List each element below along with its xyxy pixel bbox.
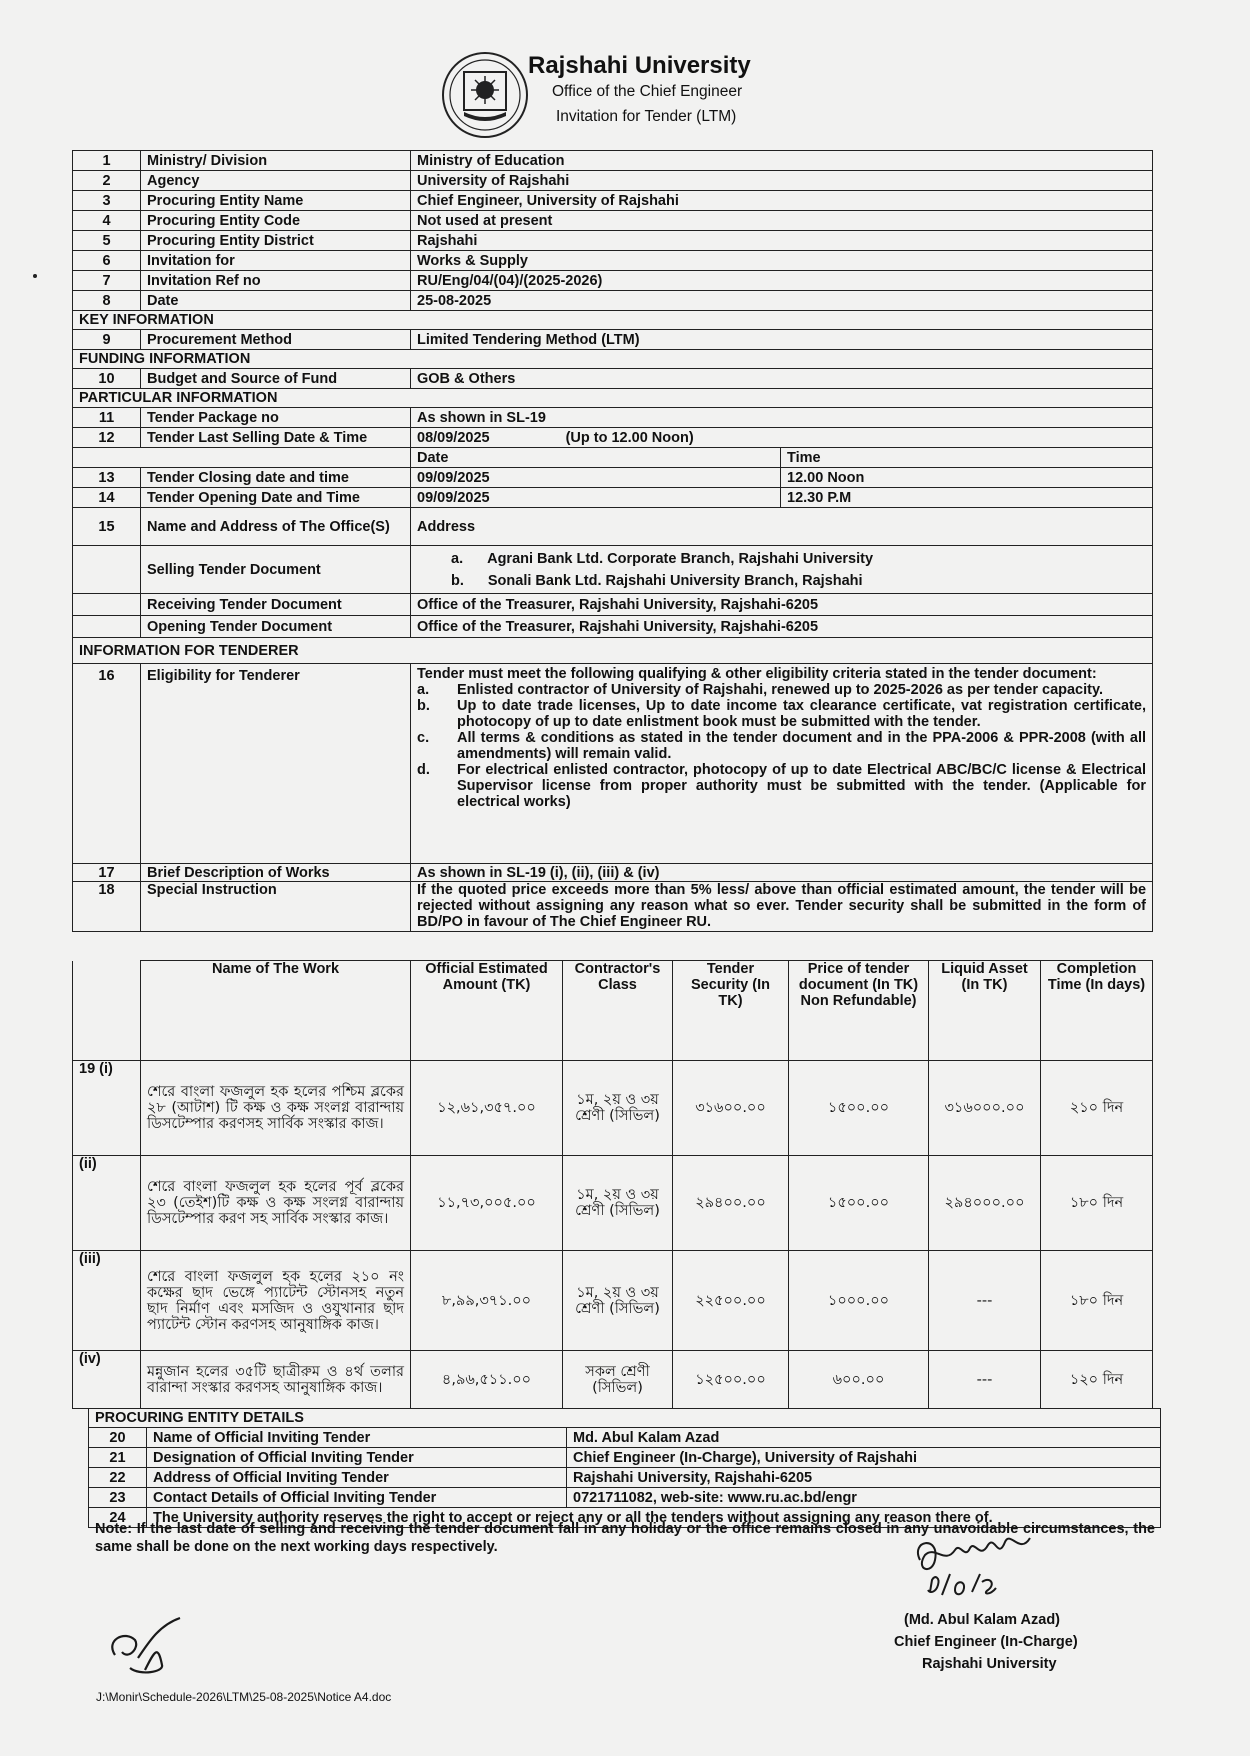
work-security: ১২৫০০.০০: [673, 1351, 789, 1409]
table-row: [73, 664, 1153, 864]
table-row: [73, 1061, 1153, 1156]
work-amount: ১২,৬১,৩৫৭.০০: [411, 1061, 563, 1156]
row-value: Rajshahi: [411, 231, 1153, 251]
row-label: Selling Tender Document: [141, 546, 411, 594]
row-value: As shown in SL-19: [411, 408, 1153, 428]
row-number: 12: [73, 428, 141, 448]
work-class: ১ম, ২য় ও ৩য় শ্রেণী (সিভিল): [563, 1061, 673, 1156]
table-row: [89, 1468, 1161, 1488]
row-label: Special Instruction: [141, 882, 411, 932]
table-row: [73, 271, 1153, 291]
work-sl: (iv): [73, 1351, 141, 1409]
row-label: Tender Closing date and time: [141, 468, 411, 488]
document-file-path: J:\Monir\Schedule-2026\LTM\25-08-2025\Notice A4.doc: [96, 1690, 392, 1704]
work-liquid: ৩১৬০০০.০০: [929, 1061, 1041, 1156]
work-amount: ৪,৯৬,৫১১.০০: [411, 1351, 563, 1409]
row-label: Invitation Ref no: [141, 271, 411, 291]
row-label: Invitation for: [141, 251, 411, 271]
row-number: 22: [89, 1468, 147, 1488]
row-label: Brief Description of Works: [141, 864, 411, 882]
closing-date: 09/09/2025: [411, 468, 781, 488]
row-number: 15: [73, 508, 141, 546]
list-item: c. All terms & conditions as stated in the tender document and in the PPA-2006 & PPR-2008 (with all amendments) will remain valid.: [417, 730, 1147, 762]
work-security: ৩১৬০০.০০: [673, 1061, 789, 1156]
row-value: Chief Engineer, University of Rajshahi: [411, 191, 1153, 211]
table-row: [73, 408, 1153, 428]
work-class: ১ম, ২য় ও ৩য় শ্রেণী (সিভিল): [563, 1156, 673, 1251]
table-row: [73, 616, 1153, 638]
work-completion: ১২০ দিন: [1041, 1351, 1153, 1409]
work-sl: 19 (i): [73, 1061, 141, 1156]
selling-locations: [411, 546, 1153, 594]
row-value: Not used at present: [411, 211, 1153, 231]
signatory-designation: Chief Engineer (In-Charge): [894, 1634, 1078, 1650]
table-row: [73, 1351, 1153, 1409]
table-row: [73, 191, 1153, 211]
row-value: If the quoted price exceeds more than 5% less/ above than official estimated amount, the tender will be rejected without assigning any reason what so ever. Tender security shall be submitted in the form of BD/PO in favour of The Chief Engineer RU.: [411, 882, 1153, 932]
row-number: 17: [73, 864, 141, 882]
letterhead: [440, 50, 840, 140]
row-number: 18: [73, 882, 141, 932]
row-number: 6: [73, 251, 141, 271]
row-label: Ministry/ Division: [141, 151, 411, 171]
row-number: 7: [73, 271, 141, 291]
section-heading-key: KEY INFORMATION: [73, 311, 1153, 330]
list-marker: a.: [451, 550, 464, 567]
row-value: Office of the Treasurer, Rajshahi University, Rajshahi-6205: [411, 594, 1153, 616]
works-header-row: [73, 961, 1153, 1061]
holiday-note: Note: If the last date of selling and receiving the tender document fall in any holiday or the office remains closed in any unavoidable circumstances, the same shall be done on the next working days respectively.: [95, 1521, 1155, 1555]
row-value: As shown in SL-19 (i), (ii), (iii) & (iv): [411, 864, 1153, 882]
row-number: 24: [89, 1508, 147, 1528]
work-name: মন্নুজান হলের ৩৫টি ছাত্রীরুম ও ৪র্থ তলার বারান্দা সংস্কার করণসহ আনুষাঙ্গিক কাজ।: [141, 1351, 411, 1409]
work-name: শেরে বাংলা ফজলুল হক হলের পূর্ব ব্লকের ২৩ (তেইশ)টি কক্ষ ও কক্ষ সংলগ্ন বারান্দায় ডিসটেম্পার করণ সহ সার্বিক সংস্কার কাজ।: [141, 1156, 411, 1251]
row-label: Procuring Entity Code: [141, 211, 411, 231]
signature-block: [880, 1530, 1120, 1720]
row-number: 20: [89, 1428, 147, 1448]
row-label: Receiving Tender Document: [141, 594, 411, 616]
section-heading-funding: FUNDING INFORMATION: [73, 350, 1153, 369]
column-header: Completion Time (In days): [1041, 961, 1153, 1061]
selling-date: 08/09/2025: [417, 429, 490, 446]
university-title: Rajshahi University: [528, 52, 751, 79]
work-price: ১৫০০.০০: [789, 1156, 929, 1251]
row-value: RU/Eng/04/(04)/(2025-2026): [411, 271, 1153, 291]
date-column-header: Date: [411, 448, 781, 468]
tender-info-table: [72, 150, 1153, 932]
stray-mark: [33, 274, 37, 278]
work-completion: ১৮০ দিন: [1041, 1251, 1153, 1351]
handwritten-initial: [100, 1610, 190, 1680]
table-row: [73, 291, 1153, 311]
table-row: [89, 1448, 1161, 1468]
table-row: [73, 546, 1153, 594]
table-row: [73, 1251, 1153, 1351]
section-heading-tenderer: INFORMATION FOR TENDERER: [73, 638, 1153, 664]
table-row: [73, 369, 1153, 389]
table-row: [73, 171, 1153, 191]
row-number: 23: [89, 1488, 147, 1508]
work-name: শেরে বাংলা ফজলুল হক হলের ২১০ নং কক্ষের ছাদ ভেঙ্গে প্যাটেন্ট স্টোনসহ নতুন ছাদ নির্মাণ এবং মসজিদ ও ওযুখানার ছাদ প্যাটেন্ট স্টোন করণসহ আনুষাঙ্গিক কাজ।: [141, 1251, 411, 1351]
column-header: Price of tender document (In TK) Non Refundable): [789, 961, 929, 1061]
work-liquid: ---: [929, 1251, 1041, 1351]
row-number: 2: [73, 171, 141, 191]
row-label: Agency: [141, 171, 411, 191]
column-header: Official Estimated Amount (TK): [411, 961, 563, 1061]
row-value: Chief Engineer (In-Charge), University of Rajshahi: [567, 1448, 1161, 1468]
row-value: The University authority reserves the right to accept or reject any or all the tenders without assigning any reason there of.: [147, 1508, 1161, 1528]
row-label: Date: [141, 291, 411, 311]
work-class: সকল শ্রেণী (সিভিল): [563, 1351, 673, 1409]
row-value: University of Rajshahi: [411, 171, 1153, 191]
table-row: [73, 488, 1153, 508]
time-column-header: Time: [781, 448, 1153, 468]
table-row: [73, 594, 1153, 616]
row-value: [411, 428, 1153, 448]
work-price: ১০০০.০০: [789, 1251, 929, 1351]
row-number: 1: [73, 151, 141, 171]
table-row: [73, 864, 1153, 882]
work-completion: ২১০ দিন: [1041, 1061, 1153, 1156]
row-number: 16: [73, 664, 141, 864]
row-number: 21: [89, 1448, 147, 1468]
invitation-title: Invitation for Tender (LTM): [556, 108, 737, 125]
list-item: d. For electrical enlisted contractor, photocopy of up to date Electrical ABC/BC/C license & Electrical Supervisor license from proper authority must be submitted with the tender. (Applicable for electrical works): [417, 762, 1147, 810]
university-seal-icon: [440, 50, 530, 140]
table-row: [73, 231, 1153, 251]
procuring-entity-table: [88, 1408, 1161, 1528]
row-value: Rajshahi University, Rajshahi-6205: [567, 1468, 1161, 1488]
row-number: 14: [73, 488, 141, 508]
row-label: Eligibility for Tenderer: [141, 664, 411, 864]
opening-time: 12.30 P.M: [781, 488, 1153, 508]
row-label: Address of Official Inviting Tender: [147, 1468, 567, 1488]
table-row: [73, 211, 1153, 231]
table-row: [89, 1488, 1161, 1508]
row-value: Works & Supply: [411, 251, 1153, 271]
row-label: Procuring Entity District: [141, 231, 411, 251]
section-heading-procuring: PROCURING ENTITY DETAILS: [89, 1409, 1161, 1428]
row-label: Name and Address of The Office(S): [141, 508, 411, 546]
eligibility-intro: Tender must meet the following qualifying & other eligibility criteria stated in the tender document:: [417, 666, 1097, 682]
table-row: [73, 508, 1153, 546]
row-label: Tender Opening Date and Time: [141, 488, 411, 508]
work-sl: (iii): [73, 1251, 141, 1351]
row-label: Designation of Official Inviting Tender: [147, 1448, 567, 1468]
work-sl: (ii): [73, 1156, 141, 1251]
work-class: ১ম, ২য় ও ৩য় শ্রেণী (সিভিল): [563, 1251, 673, 1351]
signatory-name: (Md. Abul Kalam Azad): [904, 1612, 1061, 1628]
row-label: Contact Details of Official Inviting Tender: [147, 1488, 567, 1508]
row-label: Procurement Method: [141, 330, 411, 350]
row-number: 8: [73, 291, 141, 311]
column-header: Tender Security (In TK): [673, 961, 789, 1061]
table-row: [73, 882, 1153, 932]
table-row: [73, 1156, 1153, 1251]
signatory-institution: Rajshahi University: [922, 1656, 1057, 1672]
row-value: Address: [411, 508, 1153, 546]
row-number: 5: [73, 231, 141, 251]
work-amount: ৮,৯৯,৩৭১.০০: [411, 1251, 563, 1351]
list-marker: b.: [451, 572, 464, 589]
work-security: ২২৫০০.০০: [673, 1251, 789, 1351]
row-label: Opening Tender Document: [141, 616, 411, 638]
selling-time: (Up to 12.00 Noon): [565, 429, 694, 446]
row-value: Ministry of Education: [411, 151, 1153, 171]
row-value: 25-08-2025: [411, 291, 1153, 311]
work-name: শেরে বাংলা ফজলুল হক হলের পশ্চিম ব্লকের ২৮ (আটাশ) টি কক্ষ ও কক্ষ সংলগ্ন বারান্দায় ডিসটেম্পার করণসহ সার্বিক সংস্কার কাজ।: [141, 1061, 411, 1156]
row-label: Tender Last Selling Date & Time: [141, 428, 411, 448]
table-row: [73, 428, 1153, 448]
work-completion: ১৮০ দিন: [1041, 1156, 1153, 1251]
row-number: 13: [73, 468, 141, 488]
table-row: [73, 151, 1153, 171]
row-value: Md. Abul Kalam Azad: [567, 1428, 1161, 1448]
row-number: 10: [73, 369, 141, 389]
row-label: Procuring Entity Name: [141, 191, 411, 211]
work-price: ১৫০০.০০: [789, 1061, 929, 1156]
selling-location-b: Sonali Bank Ltd. Rajshahi University Branch, Rajshahi: [487, 572, 863, 589]
row-value: Limited Tendering Method (LTM): [411, 330, 1153, 350]
row-value: GOB & Others: [411, 369, 1153, 389]
row-number: 3: [73, 191, 141, 211]
column-header: Liquid Asset (In TK): [929, 961, 1041, 1061]
table-row: [73, 468, 1153, 488]
row-value: 0721711082, web-site: www.ru.ac.bd/engr: [567, 1488, 1161, 1508]
row-label: Tender Package no: [141, 408, 411, 428]
row-number: 9: [73, 330, 141, 350]
list-item: b. Up to date trade licenses, Up to date income tax clearance certificate, vat registration certificate, photocopy of up to date enlistment book must be submitted with the tender.: [417, 698, 1147, 730]
selling-location-a: Agrani Bank Ltd. Corporate Branch, Rajshahi University: [487, 550, 874, 567]
list-item: a. Enlisted contractor of University of Rajshahi, renewed up to 2025-2026 as per tender capacity.: [417, 682, 1103, 698]
row-label: Budget and Source of Fund: [141, 369, 411, 389]
handwritten-signature: [880, 1530, 1120, 1610]
work-security: ২৯৪০০.০০: [673, 1156, 789, 1251]
table-row: [89, 1428, 1161, 1448]
closing-time: 12.00 Noon: [781, 468, 1153, 488]
row-number: 11: [73, 408, 141, 428]
column-header: Contractor's Class: [563, 961, 673, 1061]
row-label: Name of Official Inviting Tender: [147, 1428, 567, 1448]
work-liquid: ২৯৪০০০.০০: [929, 1156, 1041, 1251]
work-liquid: ---: [929, 1351, 1041, 1409]
office-name: Office of the Chief Engineer: [552, 83, 743, 100]
table-row: [73, 330, 1153, 350]
opening-date: 09/09/2025: [411, 488, 781, 508]
work-price: ৬০০.০০: [789, 1351, 929, 1409]
table-row: [73, 448, 1153, 468]
section-heading-particular: PARTICULAR INFORMATION: [73, 389, 1153, 408]
row-value: Office of the Treasurer, Rajshahi University, Rajshahi-6205: [411, 616, 1153, 638]
column-header: Name of The Work: [141, 961, 411, 1061]
table-row: [73, 251, 1153, 271]
row-number: 4: [73, 211, 141, 231]
eligibility-criteria: [411, 664, 1153, 864]
work-amount: ১১,৭৩,০০৫.০০: [411, 1156, 563, 1251]
works-table: [72, 960, 1153, 1409]
